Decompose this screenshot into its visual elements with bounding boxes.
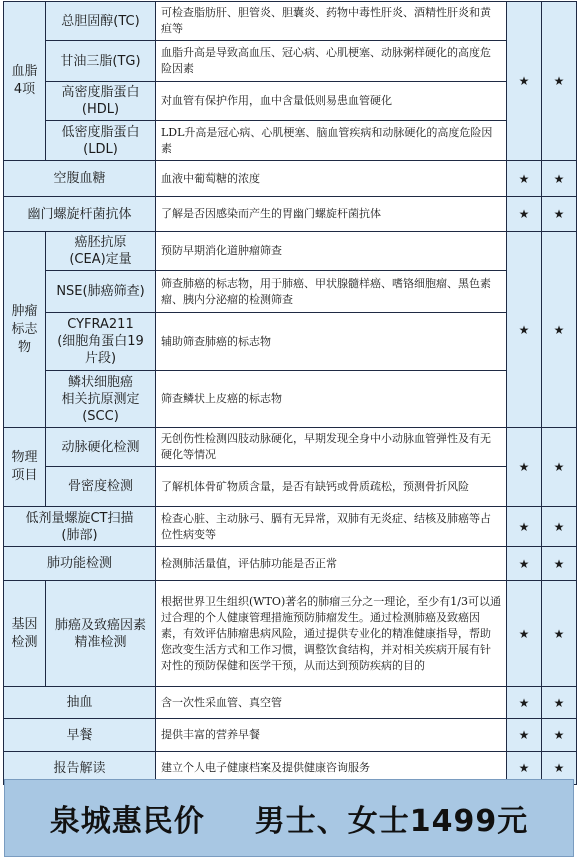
table-row: [4, 467, 577, 507]
star-mark: ★: [507, 687, 542, 719]
item-name: 空腹血糖: [4, 161, 156, 197]
checkup-table: [3, 1, 577, 785]
item-description: 检测肺活量值，评估肺功能是否正常: [156, 547, 507, 581]
table-row: [4, 547, 577, 581]
item-description: 筛查鳞状上皮癌的标志物: [156, 371, 507, 428]
star-mark: ★: [507, 547, 542, 581]
table-row: [4, 428, 577, 467]
item-description: 无创伤性检测四肢动脉硬化，早期发现全身中小动脉血管弹性及有无硬化等情况: [156, 428, 507, 467]
item-description: 检查心脏、主动脉弓、膈有无异常，双肺有无炎症、结核及肺癌等占位性病变等: [156, 507, 507, 547]
table-row: [4, 271, 577, 313]
category-tumor-markers: 肿瘤 标志 物: [4, 232, 46, 428]
star-mark: ★: [542, 428, 577, 507]
table-row: [4, 2, 577, 41]
item-name: 甘油三脂(TG): [46, 41, 156, 82]
table-row: [4, 313, 577, 371]
item-name: 骨密度检测: [46, 467, 156, 507]
table-row: [4, 161, 577, 197]
table-row: [4, 581, 577, 687]
item-name: 报告解读: [4, 752, 156, 785]
table-row: [4, 507, 577, 547]
star-mark: ★: [542, 581, 577, 687]
table-row: [4, 197, 577, 232]
category-physical: 物理 项目: [4, 428, 46, 507]
item-name: 总胆固醇(TC): [46, 2, 156, 41]
item-description: 筛查肺癌的标志物，用于肺癌、甲状腺髓样癌、嗜铬细胞瘤、黑色素瘤、胰内分泌瘤的检测筛查: [156, 271, 507, 313]
item-name: 早餐: [4, 719, 156, 752]
category-gene-test: 基因 检测: [4, 581, 46, 687]
table-row: [4, 719, 577, 752]
item-name: 癌胚抗原 (CEA)定量: [46, 232, 156, 271]
item-name: 动脉硬化检测: [46, 428, 156, 467]
star-mark: ★: [507, 752, 542, 785]
item-description: 了解是否因感染而产生的胃幽门螺旋杆菌抗体: [156, 197, 507, 232]
table-row: [4, 687, 577, 719]
item-description: 预防早期消化道肿瘤筛查: [156, 232, 507, 271]
item-description: 含一次性采血管、真空管: [156, 687, 507, 719]
star-mark: ★: [507, 197, 542, 232]
item-name: 幽门螺旋杆菌抗体: [4, 197, 156, 232]
item-name: NSE(肺癌筛查): [46, 271, 156, 313]
item-name: 高密度脂蛋白 (HDL): [46, 82, 156, 121]
item-description: 了解机体骨矿物质含量，是否有缺钙或骨质疏松，预测骨折风险: [156, 467, 507, 507]
item-description: 提供丰富的营养早餐: [156, 719, 507, 752]
item-description: 根据世界卫生组织(WTO)著名的肺瘤三分之一理论，至少有1/3可以通过合理的个人健康管理措施预防肺瘤发生。通过检测肺癌及致癌因素，有效评估肺瘤患病风险，通过提供专业化的精准健康指导，帮助您改变生活方式和工作习惯，调整饮食结构，并对相关疾病开展有针对性的预防保健和医学干预，从而达到预防疾病的目的: [156, 581, 507, 687]
item-name: 肺癌及致癌因素 精准检测: [46, 581, 156, 687]
star-mark: ★: [542, 687, 577, 719]
item-name: 肺功能检测: [4, 547, 156, 581]
star-mark: ★: [542, 232, 577, 428]
star-mark: ★: [542, 507, 577, 547]
price-text: 男士、女士1499元: [254, 804, 529, 839]
table-row: [4, 121, 577, 161]
star-mark: ★: [507, 507, 542, 547]
item-description: 血液中葡萄糖的浓度: [156, 161, 507, 197]
item-description: 辅助筛查肺癌的标志物: [156, 313, 507, 371]
item-description: 可检查脂肪肝、胆管炎、胆囊炎、药物中毒性肝炎、酒精性肝炎和黄疸等: [156, 2, 507, 41]
item-name: 低剂量螺旋CT扫描 (肺部): [4, 507, 156, 547]
item-name: 鳞状细胞癌 相关抗原测定 (SCC): [46, 371, 156, 428]
item-name: CYFRA211 (细胞角蛋白19 片段): [46, 313, 156, 371]
category-lipids: 血脂 4项: [4, 2, 46, 161]
star-mark: ★: [507, 428, 542, 507]
star-mark: ★: [542, 752, 577, 785]
star-mark: ★: [507, 232, 542, 428]
star-mark: ★: [507, 719, 542, 752]
price-banner: [4, 779, 574, 857]
table-row: [4, 371, 577, 428]
star-mark: ★: [507, 581, 542, 687]
table-row: [4, 232, 577, 271]
star-mark: ★: [542, 2, 577, 161]
item-description: LDL升高是冠心病、心肌梗塞、脑血管疾病和动脉硬化的高度危险因素: [156, 121, 507, 161]
star-mark: ★: [542, 161, 577, 197]
star-mark: ★: [542, 197, 577, 232]
table-row: [4, 82, 577, 121]
star-mark: ★: [507, 2, 542, 161]
item-name: 低密度脂蛋白 (LDL): [46, 121, 156, 161]
item-description: 血脂升高是导致高血压、冠心病、心肌梗塞、动脉粥样硬化的高度危险因素: [156, 41, 507, 82]
star-mark: ★: [542, 719, 577, 752]
item-name: 抽血: [4, 687, 156, 719]
table-row: [4, 41, 577, 82]
item-description: 建立个人电子健康档案及提供健康咨询服务: [156, 752, 507, 785]
item-description: 对血管有保护作用，血中含量低则易患血管硬化: [156, 82, 507, 121]
star-mark: ★: [507, 161, 542, 197]
promo-title: 泉城惠民价: [49, 804, 205, 839]
star-mark: ★: [542, 547, 577, 581]
